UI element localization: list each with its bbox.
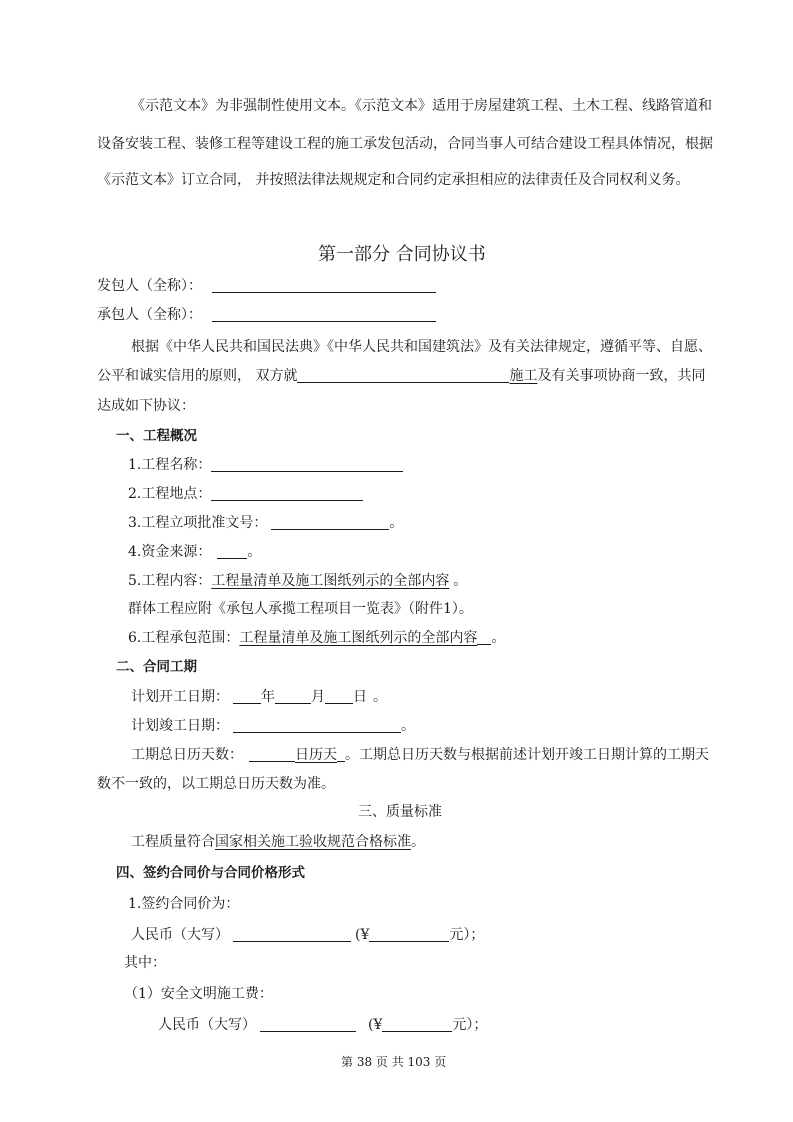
project-location-field[interactable] xyxy=(211,485,363,501)
rmb-label-2: 人民币（大写） xyxy=(158,1017,256,1033)
quality-end: 。 xyxy=(411,834,425,850)
page-number: 第 38 页 共 103 页 xyxy=(341,1055,447,1069)
total-days-tail xyxy=(337,746,345,762)
preamble-construction: 施工 xyxy=(509,368,538,384)
rmb-label: 人民币（大写） xyxy=(131,927,229,943)
preamble-line-1: 根据《中华人民共和国民法典》《中华人民共和国建筑法》及有关法律规定，遵循平等、自愿、 xyxy=(131,339,712,355)
finish-end: 。 xyxy=(401,718,415,734)
scope-value: 工程量清单及施工图纸列示的全部内容 xyxy=(239,630,478,646)
safety-rmb-words-field[interactable] xyxy=(260,1016,356,1032)
day-label: 日 xyxy=(353,689,367,705)
contract-price-label: 1.签约合同价为： xyxy=(128,896,240,912)
project-location-label: 2.工程地点： xyxy=(128,486,212,502)
content-value: 工程量清单及施工图纸列示的全部内容 xyxy=(211,573,450,589)
preamble-line-2c: 及有关事项协商一致，共同 xyxy=(537,368,706,384)
total-days-label: 工期总日历天数： xyxy=(131,747,243,763)
total-days-field[interactable] xyxy=(249,746,295,762)
total-days-note-2: 数不一致的，以工期总日历天数为准。 xyxy=(97,776,335,792)
intro-line-1: 《示范文本》为非强制性使用文本。《示范文本》适用于房屋建筑工程、土木工程、线路管道和 xyxy=(131,98,712,114)
preamble-line-3: 达成如下协议： xyxy=(97,398,195,414)
start-date-row xyxy=(131,687,387,707)
project-name-blank[interactable] xyxy=(297,367,509,383)
year-label: 年 xyxy=(261,689,275,705)
approval-label: 3.工程立项批准文号： xyxy=(128,515,268,531)
section2-heading: 二、合同工期 xyxy=(116,659,197,675)
scope-tail-blank xyxy=(477,629,491,645)
yuan-close-2: 元）； xyxy=(452,1017,488,1033)
group-note: 群体工程应附《承包人承揽工程项目一览表》（附件1）。 xyxy=(128,601,473,617)
yen-open: (¥ xyxy=(355,927,370,943)
yen-open-2: (¥ xyxy=(368,1017,383,1033)
content-row xyxy=(128,571,467,591)
preamble-line-2 xyxy=(97,366,705,386)
employer-blank[interactable] xyxy=(212,277,436,293)
employer-row xyxy=(97,276,436,296)
rmb-words-field[interactable] xyxy=(233,926,351,942)
start-month-field[interactable] xyxy=(275,688,311,704)
safety-fee-row xyxy=(158,1015,487,1035)
quality-row xyxy=(131,832,425,852)
finish-date-field[interactable] xyxy=(233,717,401,733)
scope-row xyxy=(128,628,505,648)
approval-end: 。 xyxy=(389,515,404,531)
quality-standard: 国家相关施工验收规范合格标准 xyxy=(215,834,411,850)
preamble-line-2a: 公平和诚实信用的原则， 双方就 xyxy=(97,368,298,384)
safety-fee-label: （1）安全文明施工费： xyxy=(124,986,273,1002)
contractor-label: 承包人（全称）： xyxy=(97,307,202,323)
total-days-note: 。工期总日历天数与根据前述计划开竣工日期计算的工期天 xyxy=(345,747,709,763)
start-day-field[interactable] xyxy=(325,688,353,704)
funding-field[interactable] xyxy=(217,543,247,559)
content-label: 5.工程内容： xyxy=(128,573,212,589)
intro-line-2: 设备安装工程、装修工程等建设工程的施工承发包活动，合同当事人可结合建设工程具体情况，根据 xyxy=(97,136,713,152)
finish-date-row xyxy=(131,716,415,736)
funding-row xyxy=(128,542,261,562)
part-title: 第一部分 合同协议书 xyxy=(318,244,486,265)
contractor-blank[interactable] xyxy=(212,306,436,322)
funding-end: 。 xyxy=(247,544,262,560)
total-days-row xyxy=(131,745,709,765)
yuan-close: 元）； xyxy=(449,927,485,943)
contract-price-row xyxy=(131,925,484,945)
yen-amount-field[interactable] xyxy=(369,926,449,942)
project-name-label: 1.工程名称： xyxy=(128,457,212,473)
content-end: 。 xyxy=(453,573,468,589)
month-label: 月 xyxy=(311,689,325,705)
project-name-row xyxy=(128,455,403,475)
among-label: 其中： xyxy=(124,955,166,971)
finish-date-label: 计划竣工日期： xyxy=(131,718,229,734)
scope-label: 6.工程承包范围： xyxy=(128,630,240,646)
project-name-field[interactable] xyxy=(211,456,403,472)
section4-heading: 四、签约合同价与合同价格形式 xyxy=(116,865,305,881)
intro-line-3: 《示范文本》订立合同， 并按照法律法规规定和合同约定承担相应的法律责任及合同权利义务。 xyxy=(97,172,690,188)
start-date-label: 计划开工日期： xyxy=(131,689,229,705)
scope-end: 。 xyxy=(491,630,506,646)
start-year-field[interactable] xyxy=(233,688,261,704)
approval-row xyxy=(128,513,403,533)
employer-label: 发包人（全称）： xyxy=(97,278,202,294)
start-end: 。 xyxy=(373,689,387,705)
section3-heading: 三、质量标准 xyxy=(358,804,442,820)
funding-label: 4.资金来源： xyxy=(128,544,212,560)
safety-yen-amount-field[interactable] xyxy=(382,1016,452,1032)
approval-field[interactable] xyxy=(271,514,389,530)
contractor-row xyxy=(97,305,436,325)
section1-heading: 一、工程概况 xyxy=(116,428,197,444)
project-location-row xyxy=(128,484,363,504)
quality-text-a: 工程质量符合 xyxy=(131,834,215,850)
total-days-unit: 日历天 xyxy=(295,747,337,763)
